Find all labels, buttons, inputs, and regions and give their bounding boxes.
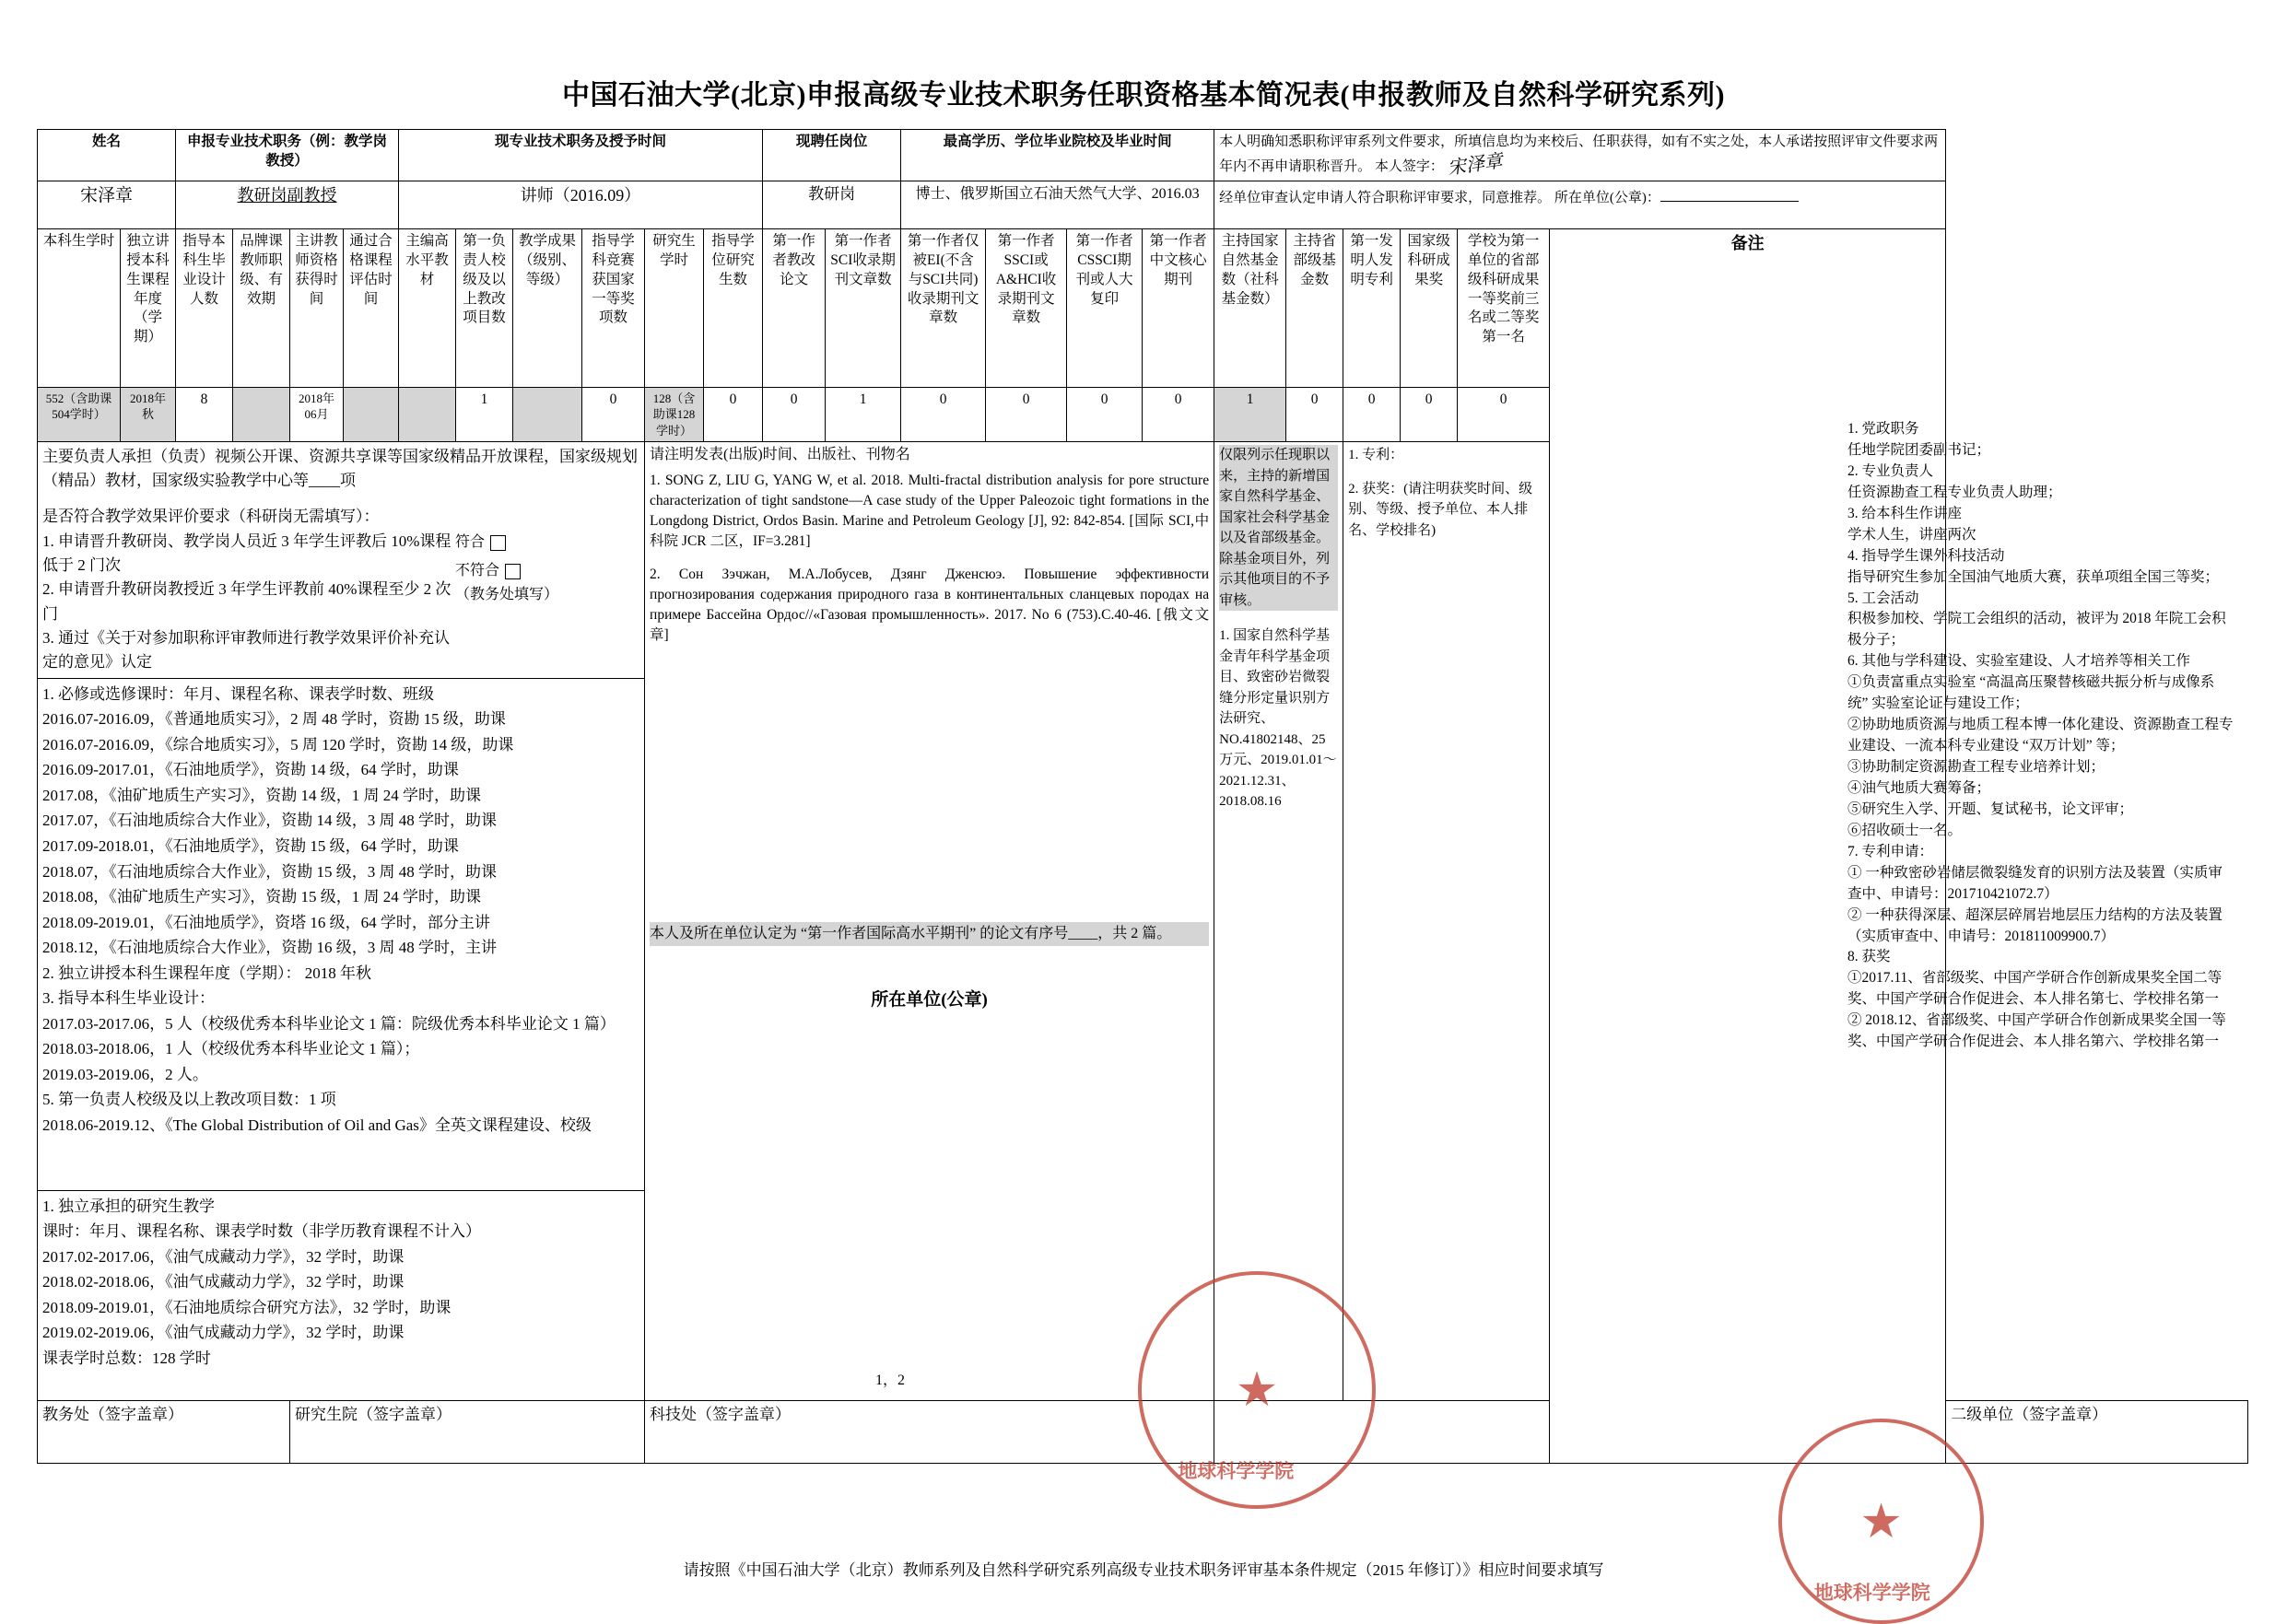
value-22: 0: [1458, 387, 1550, 442]
page-title: 中国石油大学(北京)申报高级专业技术职务任职资格基本简况表(申报教师及自然科学研究系列): [562, 80, 1725, 111]
remark-line-2: 2. 专业负责人: [1847, 462, 1934, 479]
applicant-signature: 宋泽章: [1446, 150, 1504, 179]
col-header-12: 第一作者教改论文: [763, 228, 826, 387]
remark-line-9: 积极参加校、学院工会组织的活动，被评为 2018 年院工会积极分子；: [1847, 611, 2226, 648]
teaching-item-6: 2018.07，《石油地质综合大作业》，资勘 15 级，3 周 48 学时，助课: [42, 862, 497, 881]
grad-item-3: 2019.02-2019.06，《油气成藏动力学》，32 学时，助课: [42, 1324, 405, 1342]
eval-option-noncompliant-checkbox[interactable]: [505, 564, 521, 579]
remark-line-12: ②协助地质资源与地质工程本博一体化建设、资源勘查工程专业建设、一流本科专业建设 “双万计划” 等；: [1847, 717, 2234, 754]
teaching-more-3: 2018.03-2018.06，1 人（校级优秀本科毕业论文 1 篇）；: [42, 1040, 420, 1058]
value-10: 128（含助课128学时）: [645, 387, 704, 442]
teaching-header: 1. 必修或选修课时：年月、课程名称、课表学时数、班级: [42, 684, 434, 703]
seal-arc-text-1: 地球科学学院: [1178, 1459, 1295, 1482]
value-18: 1: [1214, 387, 1286, 442]
grad-item-4: 课表学时总数：128 学时: [42, 1349, 211, 1367]
value-education: 博士、俄罗斯国立石油天然气大学、2016.03: [901, 181, 1214, 228]
signature-erji-text: 二级单位（签字盖章）: [1951, 1405, 2108, 1423]
value-5: [344, 387, 399, 442]
value-15: 0: [986, 387, 1067, 442]
remark-line-14: ④油气地质大赛筹备；: [1847, 779, 1991, 796]
publications-cell: [645, 442, 1214, 1400]
responsibility-line: 主要负责人承担（负责）视频公开课、资源共享课等国家级精品开放课程，国家级规划（精品）教材，国家级实验教学中心等____项: [42, 448, 638, 489]
col-header-9: 指导学科竞赛获国家一等奖项数: [582, 228, 645, 387]
eval-item-1: 1. 申请晋升教研岗、教学岗人员近 3 年学生评教后 10%课程低于 2 门次: [42, 532, 452, 575]
funds-cell: [1214, 442, 1343, 1400]
remark-line-21: ①2017.11、省部级奖、中国产学研合作创新成果奖全国二等奖、中国产学研合作促进会、本人排名第七、学校排名第一: [1847, 970, 2222, 1008]
value-20: 0: [1343, 387, 1401, 442]
teaching-item-4: 2017.07，《石油地质综合大作业》，资勘 14 级，3 周 48 学时，助课: [42, 812, 497, 830]
col-header-21: 国家级科研成果奖: [1401, 228, 1458, 387]
col-header-20: 第一发明人发明专利: [1343, 228, 1401, 387]
undergrad-teaching-cell: [38, 678, 645, 1190]
signature-yanjiusheng: [290, 1400, 645, 1463]
col-header-14: 第一作者仅被EI(不含与SCI共同)收录期刊文章数: [901, 228, 986, 387]
value-apply-post: 教研岗副教授: [176, 181, 399, 228]
col-header-4: 主讲教师资格获得时间: [290, 228, 344, 387]
col-header-13: 第一作者SCI收录期刊文章数: [826, 228, 901, 387]
value-current-post: 讲师（2016.09）: [399, 181, 763, 228]
eval-item-2: 2. 申请晋升教研岗教授近 3 年学生评教前 40%课程至少 2 次门: [42, 580, 452, 623]
unit-stamp-line: [1660, 184, 1799, 202]
awards-line: 2. 获奖：(请注明获奖时间、级别、等级、授予单位、本人排名、学校排名): [1348, 481, 1533, 538]
value-2: 8: [176, 387, 233, 442]
remark-line-18: ① 一种致密砂岩储层微裂缝发育的识别方法及装置（实质审查中、申请号：201710421072.7）: [1847, 864, 2222, 902]
publication-confirm-nums: 1，2: [875, 1373, 906, 1389]
remark-line-8: 5. 工会活动: [1847, 590, 1919, 606]
col-header-16: 第一作者CSSCI期刊或人大复印: [1067, 228, 1143, 387]
value-3: [233, 387, 290, 442]
eval-option-compliant-checkbox[interactable]: [490, 535, 506, 551]
teaching-more-2: 2017.03-2017.06，5 人（校级优秀本科毕业论文 1 篇：院级优秀本科毕业论文 1 篇）: [42, 1014, 616, 1033]
publication-entry-1: 1. SONG Z, LIU G, YANG W, et al. 2018. Multi-fractal distribution analysis for pore structure characterization of tight sandstone—A case study of the Upper Paleozoic tight formations in the Longdong District, Ordos Basin. Marine and Petroleum Geology [J], 92: 842-854. [国际 SCI,中科院 JCR 二区，IF=3.281]: [650, 472, 1210, 549]
remark-list: [1847, 419, 2234, 1053]
col-header-18: 主持国家自然基金数（社科基金数）: [1214, 228, 1286, 387]
remark-line-16: ⑥招收硕士一名。: [1847, 822, 1963, 838]
remark-line-6: 4. 指导学生课外科技活动: [1847, 547, 2005, 564]
teaching-more-4: 2019.03-2019.06，2 人。: [42, 1065, 208, 1083]
value-12: 0: [763, 387, 826, 442]
remark-line-15: ⑤研究生入学、开题、复试秘书，论文评审；: [1847, 800, 2134, 817]
teaching-item-7: 2018.08，《油矿地质生产实习》，资勘 15 级，1 周 24 学时，助课: [42, 888, 481, 906]
teaching-more-6: 2018.06-2019.12、《The Global Distribution of Oil and Gas》全英文课程建设、校级: [42, 1116, 592, 1134]
label-apply-post: 申报专业技术职务（例：教学岗教授）: [176, 130, 399, 181]
remark-line-11: ①负责富重点实验室 “高温高压聚替核磁共振分析与成像系统” 实验室论证与建设工作；: [1847, 674, 2215, 712]
teaching-item-5: 2017.09-2018.01，《石油地质学》，资勘 15 级，64 学时，助课: [42, 836, 459, 855]
official-seal-2: [1778, 1419, 1984, 1624]
teaching-item-3: 2017.08，《油矿地质生产实习》，资勘 14 级，1 周 24 学时，助课: [42, 786, 481, 804]
label-current-post: 现专业技术职务及授予时间: [399, 130, 763, 181]
publication-confirmation: 本人及所在单位认定为 “第一作者国际高水平期刊” 的论文有序号____，共 2 篇。: [650, 922, 1209, 946]
value-21: 0: [1401, 387, 1458, 442]
col-header-5: 通过合格课程评估时间: [344, 228, 399, 387]
teaching-item-1: 2016.07-2016.09，《综合地质实习》，5 周 120 学时，资勘 14 级，助课: [42, 735, 514, 754]
col-header-2: 指导本科生毕业设计人数: [176, 228, 233, 387]
unit-statement-cell: [1214, 181, 1946, 228]
remark-line-19: ② 一种获得深层、超深层碎屑岩地层压力结构的方法及装置 （实质审查中、申请号：201811009900.7）: [1847, 906, 2222, 944]
col-header-15: 第一作者SSCI或A&HCI收录期刊文章数: [986, 228, 1067, 387]
eval-note: （教务处填写）: [455, 587, 559, 603]
remark-line-13: ③协助制定资源勘查工程专业培养计划；: [1847, 759, 2105, 775]
value-7: 1: [456, 387, 513, 442]
label-hired-post: 现聘任岗位: [763, 130, 901, 181]
unit-seal-label: 所在单位(公章): [871, 989, 988, 1010]
statement-cell: [1214, 130, 1946, 181]
signature-jiaowu-text: 教务处（签字盖章）: [42, 1405, 183, 1423]
value-8: [513, 387, 582, 442]
col-header-6: 主编高水平教材: [399, 228, 456, 387]
remark-line-22: ② 2018.12、省部级奖、中国产学研合作创新成果奖全国一等奖、中国产学研合作促进会、本人排名第六、学校排名第一: [1847, 1012, 2226, 1050]
patents-line: 1. 专利：: [1348, 448, 1404, 463]
teaching-item-9: 2018.12，《石油地质综合大作业》，资勘 16 级，3 周 48 学时，主讲: [42, 939, 497, 957]
signature-keji: [645, 1400, 1214, 1463]
eval-option-noncompliant-label: 不符合: [455, 562, 500, 578]
col-header-19: 主持省部级基金数: [1286, 228, 1343, 387]
grad-item-0: 2017.02-2017.06，《油气成藏动力学》，32 学时，助课: [42, 1247, 405, 1266]
col-header-8: 教学成果（级别、等级）: [513, 228, 582, 387]
value-4: 2018年06月: [290, 387, 344, 442]
value-6: [399, 387, 456, 442]
teaching-more-0: 2. 独立讲授本科生课程年度（学期）： 2018 年秋: [42, 964, 371, 982]
remark-line-7: 指导研究生参加全国油气地质大赛，获单项组全国三等奖；: [1847, 568, 2220, 585]
col-header-22: 学校为第一单位的省部级科研成果一等奖前三名或二等奖第一名: [1458, 228, 1550, 387]
publications-header: 请注明发表(出版)时间、出版社、刊物名: [650, 447, 910, 463]
value-11: 0: [704, 387, 763, 442]
remark-line-0: 1. 党政职务: [1847, 421, 1919, 437]
grad-header: 1. 独立承担的研究生教学: [42, 1197, 215, 1215]
value-14: 0: [901, 387, 986, 442]
col-header-10: 研究生学时: [645, 228, 704, 387]
label-name: 姓名: [38, 130, 176, 181]
remark-line-10: 6. 其他与学科建设、实验室建设、人才培养等相关工作: [1847, 653, 2191, 670]
value-17: 0: [1143, 387, 1214, 442]
responsibility-and-eval-cell: [38, 442, 645, 678]
col-header-3: 品牌课教师职级、有效期: [233, 228, 290, 387]
col-header-7: 第一负责人校级及以上教改项目数: [456, 228, 513, 387]
teaching-item-0: 2016.07-2016.09，《普通地质实习》，2 周 48 学时，资勘 15 级，助课: [42, 710, 506, 729]
teaching-more-1: 3. 指导本科生毕业设计：: [42, 989, 215, 1008]
seal-star-icon-2: ★: [1859, 1495, 1903, 1548]
remark-line-4: 3. 给本科生作讲座: [1847, 505, 1963, 521]
value-0: 552（含助课504学时）: [38, 387, 121, 442]
signature-erji: [1946, 1400, 2248, 1463]
remark-line-5: 学术人生，讲座两次: [1847, 526, 1976, 543]
patents-awards-cell: [1343, 442, 1550, 1400]
value-hired-post: 教研岗: [763, 181, 901, 228]
remark-line-17: 7. 专利申请：: [1847, 843, 1934, 859]
seal-arc-text-2: 地球科学学院: [1813, 1581, 1930, 1604]
col-header-17: 第一作者中文核心期刊: [1143, 228, 1214, 387]
publication-entry-2: 2. Сон Зэчжан, М.А.Лобусев, Дзянг Дженсюэ. Повышение эффективности прогнозирования содержания природного газа в континентальных сланцевых породах на примере Бассейна Ордос//«Газовая промышленность». 2017. No 6 (753).С.40-46. [俄文文章]: [650, 566, 1210, 643]
col-header-11: 指导学位研究生数: [704, 228, 763, 387]
signature-keji-text: 科技处（签字盖章）: [650, 1405, 792, 1423]
eval-title: 是否符合教学效果评价要求（科研岗无需填写）：: [42, 508, 380, 526]
statement-text: 本人明确知悉职称评审系列文件要求，所填信息均为来校后、任职获得，如有不实之处，本人承诺按照评审文件要求两年内不再申请职称晋升。 本人签字：: [1219, 134, 1939, 174]
value-19: 0: [1286, 387, 1343, 442]
seal-star-icon: ★: [1235, 1364, 1279, 1417]
label-education: 最高学历、学位毕业院校及毕业时间: [901, 130, 1214, 181]
remark-line-3: 任资源勘查工程专业负责人助理；: [1847, 484, 2062, 500]
grad-teaching-cell: [38, 1190, 645, 1400]
remark-line-20: 8. 获奖: [1847, 949, 1891, 965]
unit-statement-text: 经单位审查认定申请人符合职称评审要求，同意推荐。 所在单位(公章)：: [1219, 190, 1660, 205]
value-13: 1: [826, 387, 901, 442]
eval-item-3: 3. 通过《关于对参加职称评审教师进行教学效果评价补充认定的意见》认定: [42, 629, 450, 672]
remark-label: 备注: [1730, 233, 1765, 252]
grad-item-1: 2018.02-2018.06，《油气成藏动力学》，32 学时，助课: [42, 1273, 405, 1291]
value-name: 宋泽章: [38, 181, 176, 228]
teaching-item-8: 2018.09-2019.01，《石油地质学》，资塔 16 级，64 学时，部分主讲: [42, 913, 490, 931]
eval-option-compliant-label: 符合: [455, 534, 486, 551]
grad-item-2: 2018.09-2019.01，《石油地质综合研究方法》，32 学时，助课: [42, 1298, 452, 1316]
funds-note: 仅限列示任现职以来，主持的新增国家自然科学基金、国家社会科学基金以及省部级基金。除基金项目外，列示其他项目的不予审核。: [1219, 445, 1338, 611]
value-1: 2018年秋: [121, 387, 176, 442]
value-9: 0: [582, 387, 645, 442]
remark-line-1: 任地学院团委副书记；: [1847, 441, 1991, 458]
col-header-1: 独立讲授本科生课程年度（学期）: [121, 228, 176, 387]
official-seal-1: [1138, 1271, 1376, 1509]
footer-note: 请按照《中国石油大学（北京）教师系列及自然科学研究系列高级专业技术职务评审基本条件规定（2015 年修订）》相应时间要求填写: [683, 1561, 1604, 1579]
signature-jiaowu: [38, 1400, 290, 1463]
grad-subheader: 课时：年月、课程名称、课表学时数（非学历教育课程不计入）: [42, 1222, 481, 1241]
signature-yanjiusheng-text: 研究生院（签字盖章）: [295, 1405, 452, 1423]
value-16: 0: [1067, 387, 1143, 442]
teaching-item-2: 2016.09-2017.01，《石油地质学》，资勘 14 级，64 学时，助课: [42, 761, 459, 779]
funds-item: 1. 国家自然科学基金青年科学基金项目、致密砂岩微裂缝分形定量识别方法研究、NO.41802148、25 万元、2019.01.01～2021.12.31、2018.08.16: [1219, 628, 1337, 810]
col-header-0: 本科生学时: [38, 228, 121, 387]
teaching-more-5: 5. 第一负责人校级及以上教改项目数：1 项: [42, 1091, 336, 1109]
